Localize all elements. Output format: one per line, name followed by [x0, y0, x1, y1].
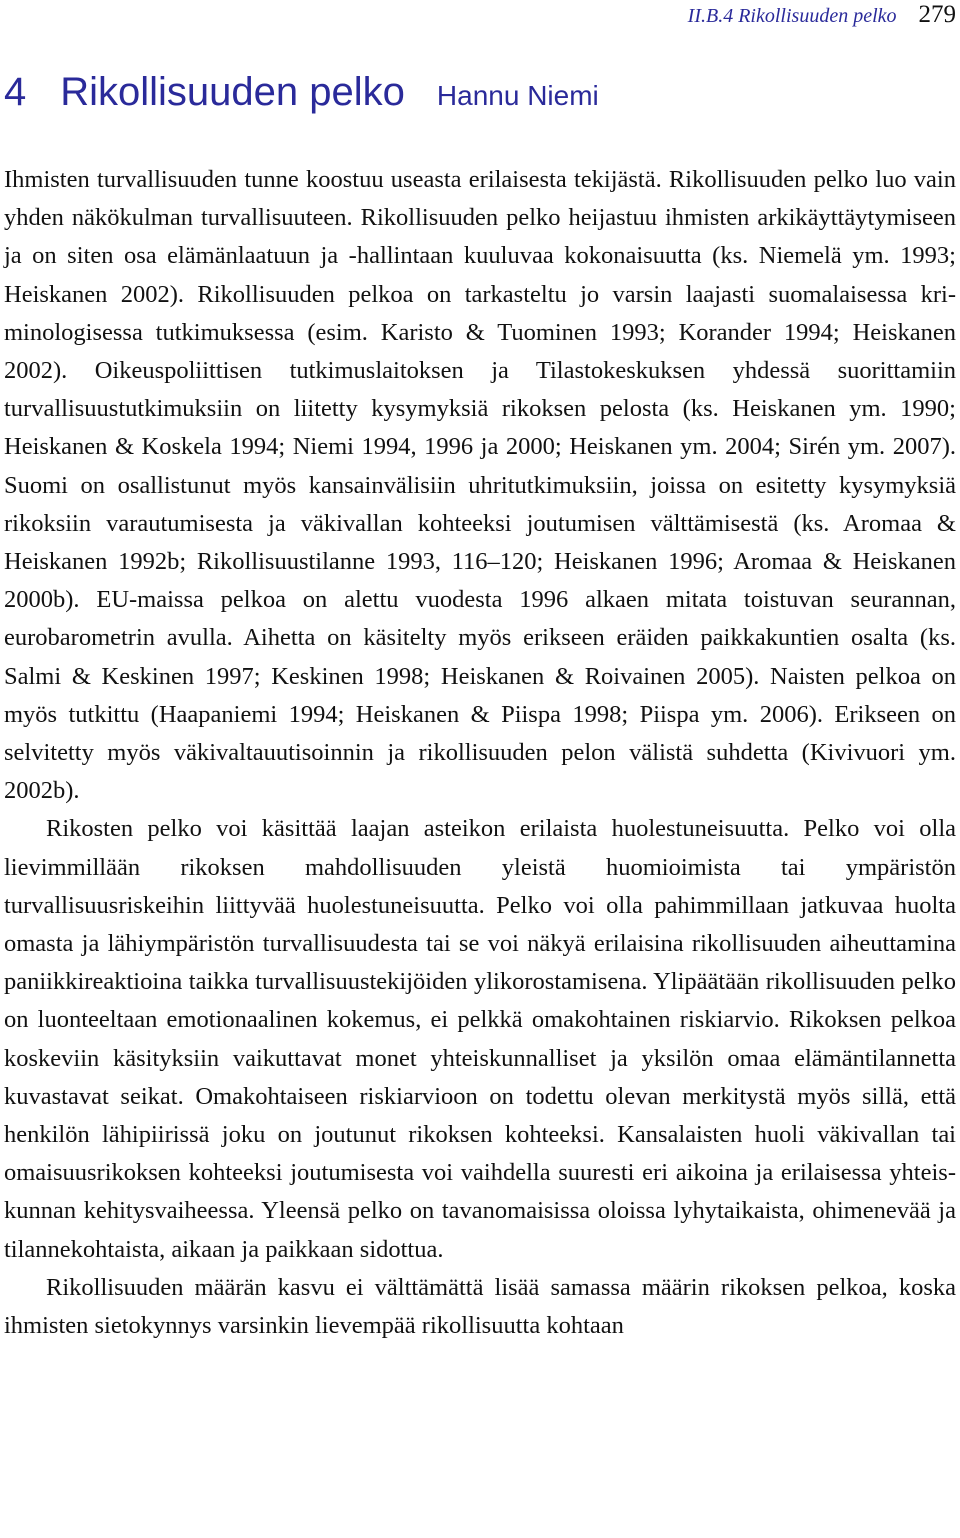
chapter-author: Hannu Niemi	[436, 80, 599, 111]
page-number: 279	[918, 1, 956, 28]
chapter-heading	[4, 70, 956, 115]
paragraph-3: Rikollisuuden määrän kasvu ei välttämättä lisää samassa määrin rikoksen pelkoa, koska ihmisten sietokynnys varsinkin lievempää rikollisuutta kohtaan	[4, 1273, 956, 1340]
body-text	[4, 161, 956, 1345]
chapter-title: Rikollisuuden pelko	[60, 70, 405, 114]
running-head-section: II.B.4 Rikollisuuden pelko	[687, 5, 897, 27]
running-head	[688, 2, 956, 29]
paragraph-1: Ihmisten turvallisuuden tunne koostuu useasta erilaisesta tekijästä. Rikollisuuden pelko luo vain yhden näkökulman turvallisuuteen. Rikollisuuden pelko heijastuu ihmisten arkikäyttäytymiseen ja on siten osa elämänlaatuun ja -hallintaan kuuluvaa kokonaisuutta (ks. Niemelä ym. 1993; Heiskanen 2002). Rikollisuuden pelkoa on tarkasteltu jo varsin laajasti suomalaisessa kriminologisessa tutkimuksessa (esim. Karisto & Tuominen 1993; Korander 1994; Heiskanen 2002). Oikeuspoliittisen tutkimuslaitoksen ja Tilastokeskuksen yhdessä suorittamiin turvallisuustutkimuksiin on liitetty kysymyksiä rikoksen pelosta (ks. Heiskanen ym. 1990; Heiskanen & Koskela 1994; Niemi 1994, 1996 ja 2000; Heiskanen ym. 2004; Sirén ym. 2007). Suomi on osallistunut myös kansainvälisiin uhritutkimuksiin, joissa on esitetty kysymyksiä rikoksiin varautumisesta ja väkivallan kohteeksi joutumisen välttämisestä (ks. Aromaa & Heiskanen 1992b; Rikollisuustilanne 1993, 116–120; Heiskanen 1996; Aromaa & Heiskanen 2000b). EU-maissa pelkoa on alettu vuodesta 1996 alkaen mitata toistuvan seurannan, eurobarometrin avulla. Aihetta on käsitelty myös erikseen eräiden paikkakuntien osalta (ks. Salmi & Keskinen 1997; Keskinen 1998; Heiskanen & Roivainen 2005). Naisten pelkoa on myös tutkittu (Haapaniemi 1994; Heiskanen & Piispa 1998; Piispa ym. 2006). Erikseen on selvitetty myös väkivaltauutisoinnin ja rikollisuuden pelon välistä suhdetta (Kivivuori ym. 2002b).	[4, 166, 956, 805]
paragraph-2: Rikosten pelko voi käsittää laajan asteikon erilaista huolestuneisuutta. Pelko voi olla lievimmillään rikoksen mahdollisuuden yleistä huomioimista tai ympäristön turvallisuusriskeihin liittyvää huolestuneisuutta. Pelko voi olla pahimmillaan jatkuvaa huolta omasta ja lähiympäristön turvallisuudesta tai se voi näkyä erilaisina rikollisuuden aiheuttamina paniikkireaktioina taikka turvallisuustekijöiden ylikorostamisena. Ylipäätään rikollisuuden pelko on luonteeltaan emotionaalinen kokemus, ei pelkkä omakohtainen riskiarvio. Rikoksen pelkoa koskeviin käsityksiin vaikuttavat monet yhteiskunnalliset ja yksilön omaa elämäntilannetta kuvastavat seikat. Omakohtaiseen riskiarvioon on todettu olevan merkitystä myös sillä, että henkilön lähipiirissä joku on joutunut rikoksen kohteeksi. Kansalaisten huoli väkivallan tai omaisuusrikoksen kohteeksi joutumisesta voi vaihdella suuresti eri aikoina ja erilaisessa yhteiskunnan kehitysvaiheessa. Yleensä pelko on tavanomaisissa oloissa lyhytaikaista, ohimenevää ja tilannekohtaista, aikaan ja paikkaan sidottua.	[4, 815, 956, 1263]
chapter-number: 4	[4, 70, 27, 114]
